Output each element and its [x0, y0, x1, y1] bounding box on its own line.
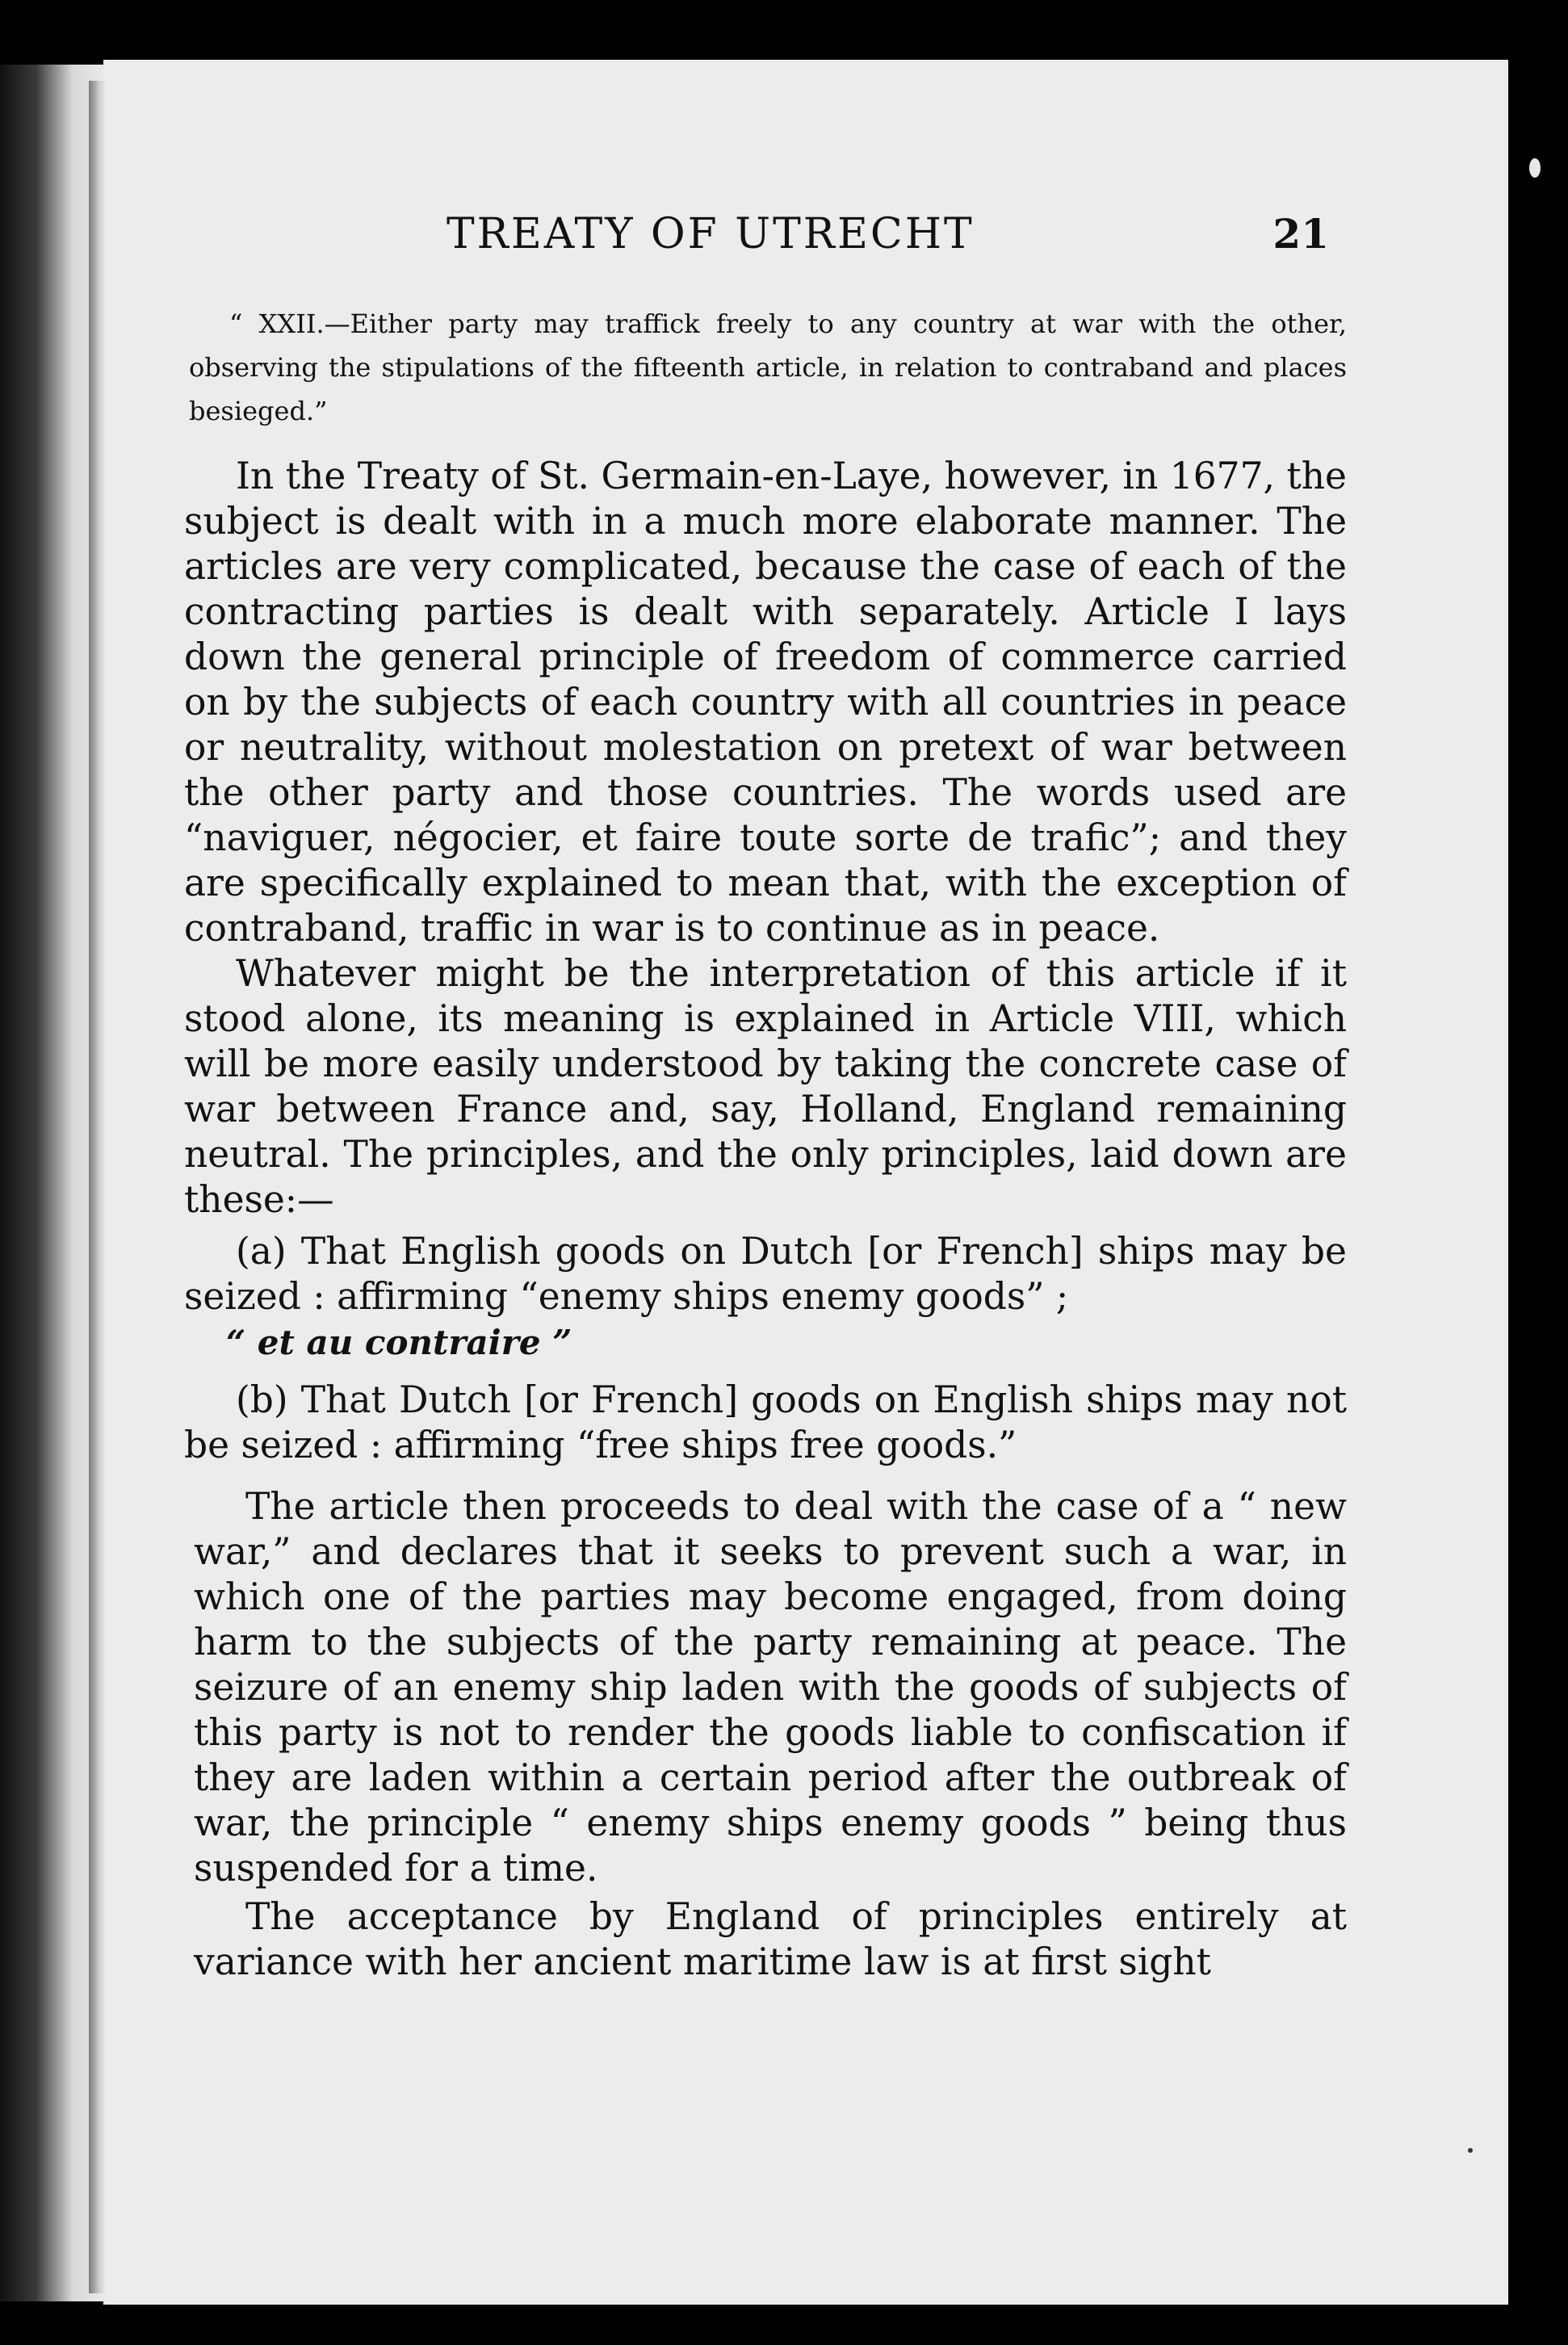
paragraph-2: Whatever might be the interpretation of this article if it stood alone, its meaning is explained in Article VIII, which will be more easily understood by taking the concrete case of war between France and, say, Holland, England remaining neutral. The principles, and the only principles, laid down are these:— — [184, 952, 1347, 1221]
running-head — [184, 202, 1347, 266]
page-number: 21 — [1272, 210, 1329, 258]
paragraph-1: In the Treaty of St. Germain-en-Laye, however, in 1677, the subject is dealt with in a much more elaborate manner. The articles are very complicated, because the case of each of the contracting parties is dealt with separately. Article I lays down the general principle of freedom of commerce carried on by the subjects of each country with all countries in peace or neutrality, without molestation on pretext of war between the other party and those countries. The words used are “naviguer, négocier, et faire toute sorte de trafic”; and they are specifically explained to mean that, with the exception of contraband, traffic in war is to continue as in peace. — [184, 455, 1347, 950]
spine-shadow — [89, 81, 107, 2293]
quoted-article: “ XXII.—Either party may traffick freely to any country at war with the other, observing the stipulations of the fifteenth article, in relation to contraband and places besieged.” — [189, 308, 1347, 426]
clause-a: (a) That English goods on Dutch [or French] ships may be seized : affirming “enemy ships enemy goods” ; — [184, 1230, 1347, 1318]
clause-b: (b) That Dutch [or French] goods on English ships may not be seized : affirming “free ships free goods.” — [184, 1378, 1347, 1466]
scan-speck — [1529, 158, 1541, 178]
running-head-title: TREATY OF UTRECHT — [447, 210, 975, 258]
paragraph-3: The article then proceeds to deal with the case of a “ new war,” and declares that it seeks to prevent such a war, in which one of the parties may become engaged, from doing harm to the subjects of the party remaining at peace. The seizure of an enemy ship laden with the goods of subjects of this party is not to render the goods liable to confiscation if they are laden within a certain period after the outbreak of war, the principle “ enemy ships enemy goods ” being thus suspended for a time. — [194, 1485, 1347, 1890]
scan-speck — [1468, 2148, 1473, 2153]
page-text — [184, 202, 1347, 1985]
book-gutter — [0, 65, 103, 2301]
paragraph-4: The acceptance by England of principles entirely at variance with her ancient maritime law is at first sight — [194, 1895, 1347, 1983]
clause-a-italic: “ et au contraire ” — [226, 1323, 572, 1362]
